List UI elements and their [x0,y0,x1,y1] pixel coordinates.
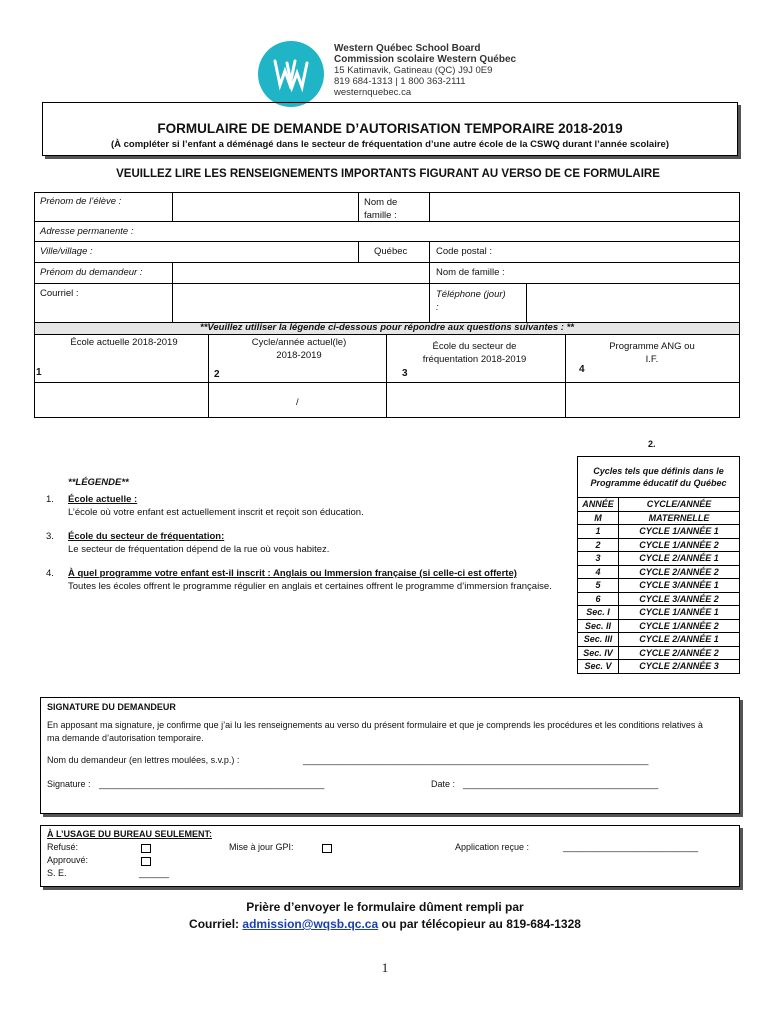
legend-item-4 [68,568,568,593]
col2-number: 2 [214,369,220,380]
cycle-table-row [578,619,740,633]
org-website: westernquebec.ca [334,87,412,98]
wqsb-logo-icon [258,41,324,107]
footer-line2 [0,917,770,931]
col4-label: Programme ANG ou I.F. [609,341,695,365]
col4-number: 4 [579,364,585,375]
signature-label: Signature : [47,779,91,789]
cycle-label-cell: CYCLE 1/ANNÉE 1 [619,525,740,539]
gpi-label: Mise à jour GPI: [229,842,294,852]
legend-item-1 [68,494,558,519]
student-last-name-input[interactable] [430,194,739,221]
legend-item-3 [68,531,558,556]
legend-instruction: **Veuillez utiliser la légende ci-dessous pour répondre aux questions suivantes : ** [200,322,574,333]
page-number: 1 [381,960,389,975]
cycle-label-cell: CYCLE 2/ANNÉE 1 [619,633,740,647]
cycle-table-row [578,660,740,674]
cycle-label-cell: MATERNELLE [619,511,740,525]
cycle-year-cell: 2 [578,538,619,552]
refused-label: Refusé: [47,842,79,852]
email-label: Courriel : [40,288,79,299]
cycle-table [577,456,740,674]
se-line[interactable]: ______ [139,868,170,878]
cycle-slash: / [296,397,299,408]
cycle-year-cell: Sec. V [578,660,619,674]
footer-fax: ou par télécopieur au 819-684-1328 [381,917,581,931]
cycle-table-row [578,552,740,566]
cycle-label-cell: CYCLE 2/ANNÉE 1 [619,552,740,566]
cycle-label-cell: CYCLE 2/ANNÉE 3 [619,660,740,674]
postal-code-label: Code postal : [436,246,492,257]
org-phone: 819 684-1313 | 1 800 363-2111 [334,76,466,87]
province-label: Québec [374,246,408,257]
city-label: Ville/village : [40,246,93,257]
cycle-label-cell: CYCLE 3/ANNÉE 2 [619,592,740,606]
signature-title: SIGNATURE DU DEMANDEUR [47,702,176,712]
footer-line1: Prière d’envoyer le formulaire dûment rempli par [246,900,524,914]
cycle-year-cell: Sec. IV [578,646,619,660]
requester-name-line[interactable]: _____________________________________________________________________ [303,755,649,765]
requester-name-label: Nom du demandeur (en lettres moulées, s.v.p.) : [47,755,240,765]
col3-number: 3 [402,368,408,379]
signature-text: En apposant ma signature, je confirme que j’ai lu les renseignements au verso du présent formulaire et que je comprends les procédures et les conditions relatives à ma demande d’autorisation temporaire. [47,720,703,743]
received-label: Application reçue : [455,842,530,852]
school-board-logo [258,41,324,107]
signature-line[interactable]: _____________________________________________ [99,779,325,789]
approved-checkbox[interactable] [141,857,151,866]
cycle-label-cell: CYCLE 1/ANNÉE 2 [619,538,740,552]
address-label: Adresse permanente : [40,226,134,237]
col1-label: École actuelle 2018-2019 [70,337,178,348]
legend-item-1-text: L’école où votre enfant est actuellement inscrit et reçoit son éducation. [68,506,364,518]
note-2: 2. [648,439,656,449]
cycle-table-col1: ANNÉE [578,498,619,512]
gpi-checkbox[interactable] [322,844,332,853]
legend-item-3-num: 3. [46,531,54,542]
approved-label: Approuvé: [47,855,89,865]
cycle-table-header: Cycles tels que définis dans le Programme éducatif du Québec [578,457,740,498]
legend-item-1-title: École actuelle : [68,494,138,505]
cycle-table-row [578,633,740,647]
cycle-table-row [578,606,740,620]
signature-box [40,697,740,814]
legend-title: **LÉGENDE** [68,477,129,488]
cycle-label-cell: CYCLE 2/ANNÉE 2 [619,565,740,579]
legend-item-1-num: 1. [46,494,54,505]
form-subtitle: (À compléter si l’enfant a déménagé dans le secteur de fréquentation d’une autre école de la CSWQ durant l’année scolaire) [110,139,669,150]
cycle-table-col2: CYCLE/ANNÉE [619,498,740,512]
form-grid [34,192,740,418]
requester-first-name-label: Prénom du demandeur : [40,267,143,278]
office-title: À L’USAGE DU BUREAU SEULEMENT: [47,829,213,839]
footer-email-prefix: Courriel: [189,917,240,931]
received-line[interactable]: ___________________________ [563,842,699,852]
student-first-name-input[interactable] [173,194,358,221]
date-line[interactable]: _______________________________________ [463,779,659,789]
cycle-table-row [578,511,740,525]
cycle-table-row [578,592,740,606]
office-use-box [40,825,740,887]
org-address: 15 Katimavik, Gatineau (QC) J9J 0E9 [334,65,493,76]
cycle-year-cell: M [578,511,619,525]
org-name-en: Western Québec School Board [334,43,481,54]
cycle-year-cell: 5 [578,579,619,593]
org-info [334,43,516,98]
legend-item-4-text: Toutes les écoles offrent le programme régulier en anglais et certaines offrent le programme d’immersion française. [68,580,552,592]
cycle-year-cell: 3 [578,552,619,566]
cycle-year-cell: Sec. II [578,619,619,633]
col3-label: École du secteur de fréquentation 2018-2019 [422,341,527,365]
cycle-year-cell: Sec. I [578,606,619,620]
cycle-label-cell: CYCLE 3/ANNÉE 1 [619,579,740,593]
cycle-year-cell: 1 [578,525,619,539]
refused-checkbox[interactable] [141,844,151,853]
cycle-label-cell: CYCLE 2/ANNÉE 2 [619,646,740,660]
cycle-table-row [578,538,740,552]
cycle-table-row [578,579,740,593]
date-label: Date : [431,779,456,789]
student-first-name-label: Prénom de l’élève : [40,196,122,207]
footer-email-link[interactable]: admission@wqsb.qc.ca [242,917,379,931]
cycle-year-cell: Sec. III [578,633,619,647]
legend-item-3-title: École du secteur de fréquentation: [68,531,225,542]
org-name-fr: Commission scolaire Western Québec [334,54,517,65]
form-title: FORMULAIRE DE DEMANDE D’AUTORISATION TEMPORAIRE 2018-2019 [157,121,623,136]
cycle-label-cell: CYCLE 1/ANNÉE 1 [619,606,740,620]
legend-item-3-text: Le secteur de fréquentation dépend de la rue où vous habitez. [68,543,330,555]
title-box [42,102,738,156]
student-last-name-label: Nom de famille : [364,197,398,221]
se-label: S. E. [47,868,67,878]
cycle-year-cell: 6 [578,592,619,606]
legend-item-4-title: À quel programme votre enfant est-il inscrit : Anglais ou Immersion française (si celle-ci est offerte) [68,568,517,579]
col2-label: Cycle/année actuel(le) 2018-2019 [251,337,347,361]
cycle-table-row [578,525,740,539]
legend-item-4-num: 4. [46,568,54,579]
phone-label: Téléphone (jour) : [436,289,506,313]
important-notice: VEUILLEZ LIRE LES RENSEIGNEMENTS IMPORTANTS FIGURANT AU VERSO DE CE FORMULAIRE [116,168,660,180]
col1-number: 1 [36,367,42,378]
cycle-table-row [578,565,740,579]
cycle-table-row [578,646,740,660]
requester-last-name-label: Nom de famille : [436,267,505,278]
cycle-label-cell: CYCLE 1/ANNÉE 2 [619,619,740,633]
cycle-year-cell: 4 [578,565,619,579]
